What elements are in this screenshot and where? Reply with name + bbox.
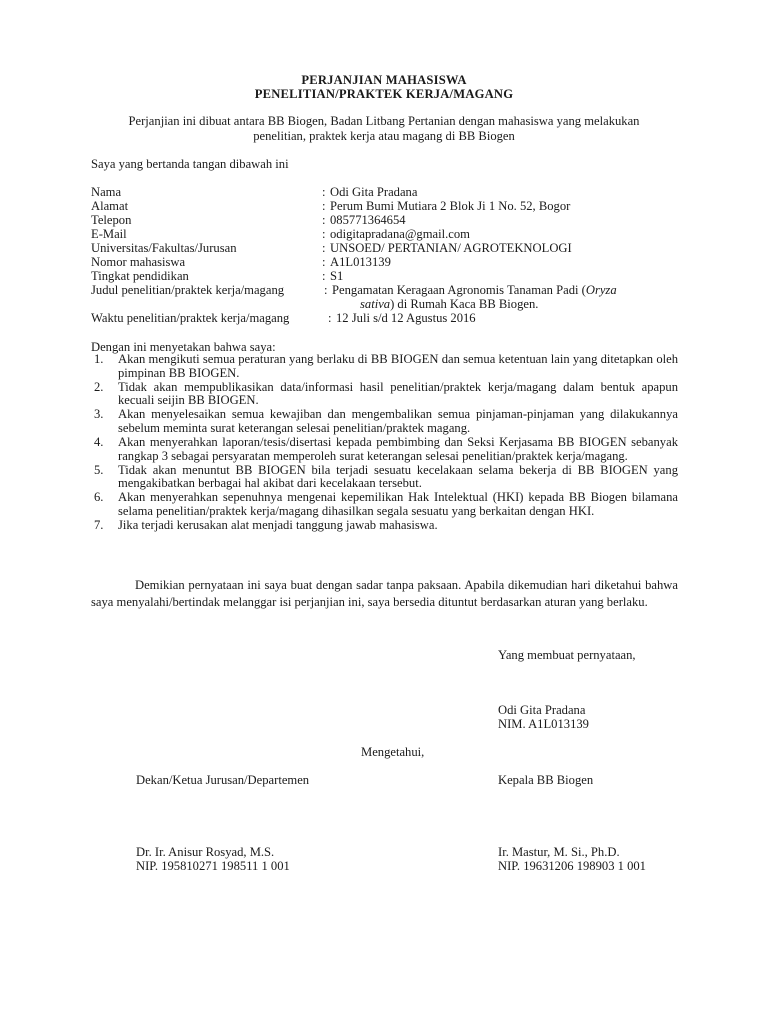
closing-paragraph: Demikian pernyataan ini saya buat dengan sadar tanpa paksaan. Apabila dikemudian hari diketahui bahwa saya menyalahi/bertindak melanggar isi perjanjian ini, saya bersedia dituntut berdasarkan aturan yang berlaku.: [91, 578, 678, 609]
list-number: 1.: [94, 352, 104, 366]
list-text: Akan menyelesaikan semua kewajiban dan mengembalikan semua pinjaman-pinjaman yang dilakukannya sebelum meminta surat keterangan selesai penelitian/praktek magang.: [118, 407, 678, 435]
field-separator: :: [322, 199, 326, 213]
judul-italic-genus: Oryza: [585, 283, 617, 297]
acknowledge-label: Mengetahui,: [361, 745, 425, 759]
field-row-waktu: [91, 311, 691, 325]
field-label: Nama: [91, 185, 122, 199]
document-subtitle: PENELITIAN/PRAKTEK KERJA/MAGANG: [254, 87, 514, 101]
field-separator: :: [322, 241, 326, 255]
list-text: Akan mengikuti semua peraturan yang berlaku di BB BIOGEN dan semua ketentuan lain yang ditetapkan oleh pimpinan BB BIOGEN.: [118, 352, 678, 380]
signer-heading: Yang membuat pernyataan,: [498, 648, 636, 662]
field-row-tingkat-pendidikan: [91, 269, 691, 283]
signer-name: Odi Gita Pradana: [498, 703, 586, 717]
list-text: Tidak akan menuntut BB BIOGEN bila terjadi sesuatu kecelakaan selama bekerja di BB BIOGEN yang mengakibatkan berbagai hal akibat dari kecelakaan tersebut.: [118, 462, 678, 491]
field-row-alamat: [91, 199, 691, 213]
field-row-email: [91, 227, 691, 241]
field-separator: :: [322, 213, 326, 227]
left-official-role: Dekan/Ketua Jurusan/Departemen: [136, 773, 310, 787]
list-item: [91, 491, 678, 518]
list-number: 2.: [94, 379, 104, 394]
field-value: UNSOED/ PERTANIAN/ AGROTEKNOLOGI: [330, 241, 572, 255]
right-official-role: Kepala BB Biogen: [498, 773, 594, 787]
field-separator: :: [322, 269, 326, 283]
list-item: [91, 436, 678, 463]
list-item: [91, 464, 678, 491]
field-label: Universitas/Fakultas/Jurusan: [91, 241, 237, 255]
list-item: [91, 519, 678, 533]
field-label: Tingkat pendidikan: [91, 269, 189, 283]
field-value: 085771364654: [330, 213, 406, 227]
field-label: Alamat: [91, 199, 129, 213]
left-official-name: Dr. Ir. Anisur Rosyad, M.S.: [136, 845, 275, 859]
field-separator: :: [322, 185, 326, 199]
field-value: A1L013139: [330, 255, 391, 269]
list-number: 7.: [94, 518, 104, 533]
field-row-judul: [91, 283, 691, 311]
field-label: Telepon: [91, 213, 132, 227]
field-value: 12 Juli s/d 12 Agustus 2016: [336, 311, 476, 325]
list-number: 3.: [94, 407, 104, 422]
field-value: Perum Bumi Mutiara 2 Blok Ji 1 No. 52, Bogor: [330, 199, 571, 213]
judul-text-part1: Pengamatan Keragaan Agronomis Tanaman Padi (: [332, 283, 586, 297]
identity-fields: [91, 185, 691, 325]
right-official-name: Ir. Mastur, M. Si., Ph.D.: [498, 845, 620, 859]
field-row-universitas: [91, 241, 691, 255]
declaration-intro: Dengan ini menyetakan bahwa saya:: [91, 340, 276, 354]
field-separator: :: [328, 311, 332, 325]
right-official-nip: NIP. 19631206 198903 1 001: [498, 859, 646, 873]
field-value: S1: [330, 269, 344, 283]
list-item: [91, 408, 678, 435]
field-separator: :: [324, 283, 328, 297]
list-item: [91, 381, 678, 408]
field-label: Judul penelitian/praktek kerja/magang: [91, 283, 285, 297]
declaration-list: [91, 353, 678, 533]
list-number: 4.: [94, 435, 104, 450]
left-official-nip: NIP. 195810271 198511 1 001: [136, 859, 290, 873]
signer-nim: NIM. A1L013139: [498, 717, 589, 731]
field-label: E-Mail: [91, 227, 127, 241]
field-label: Nomor mahasiswa: [91, 255, 186, 269]
intro-paragraph: Perjanjian ini dibuat antara BB Biogen, Badan Litbang Pertanian dengan mahasiswa yang melakukan penelitian, praktek kerja atau magang di BB Biogen: [128, 114, 640, 143]
field-row-nama: [91, 185, 691, 199]
salutation: Saya yang bertanda tangan dibawah ini: [91, 157, 289, 171]
list-text: Akan menyerahkan laporan/tesis/disertasi kepada pembimbing dan Seksi Kerjasama BB BIOGEN sebanyak rangkap 3 sebagai persyaratan memperoleh surat keterangan selesai penelitian/praktek kerja/magang.: [118, 435, 678, 463]
field-value: Odi Gita Pradana: [330, 185, 418, 199]
list-text: Jika terjadi kerusakan alat menjadi tanggung jawab mahasiswa.: [118, 518, 438, 533]
judul-text-part2: ) di Rumah Kaca BB Biogen.: [390, 297, 539, 311]
field-row-telepon: [91, 213, 691, 227]
field-row-nomor-mahasiswa: [91, 255, 691, 269]
field-value: [332, 283, 680, 311]
field-value: odigitapradana@gmail.com: [330, 227, 470, 241]
judul-italic-species: sativa: [360, 297, 391, 311]
list-number: 6.: [94, 490, 104, 505]
field-separator: :: [322, 255, 326, 269]
document-title: PERJANJIAN MAHASISWA: [301, 73, 467, 87]
field-separator: :: [322, 227, 326, 241]
list-text: Akan menyerahkan sepenuhnya mengenai kepemilikan Hak Intelektual (HKI) kepada BB Biogen bilamana selama penelitian/praktek kerja/magang dihasilkan segala sesuatu yang berkaitan dengan HKI.: [118, 490, 678, 519]
list-text: Tidak akan mempublikasikan data/informasi hasil penelitian/praktek kerja/magang dalam bentuk apapun kecuali seijin BB BIOGEN.: [118, 379, 678, 408]
list-number: 5.: [94, 462, 104, 477]
list-item: [91, 353, 678, 380]
field-label: Waktu penelitian/praktek kerja/magang: [91, 311, 290, 325]
